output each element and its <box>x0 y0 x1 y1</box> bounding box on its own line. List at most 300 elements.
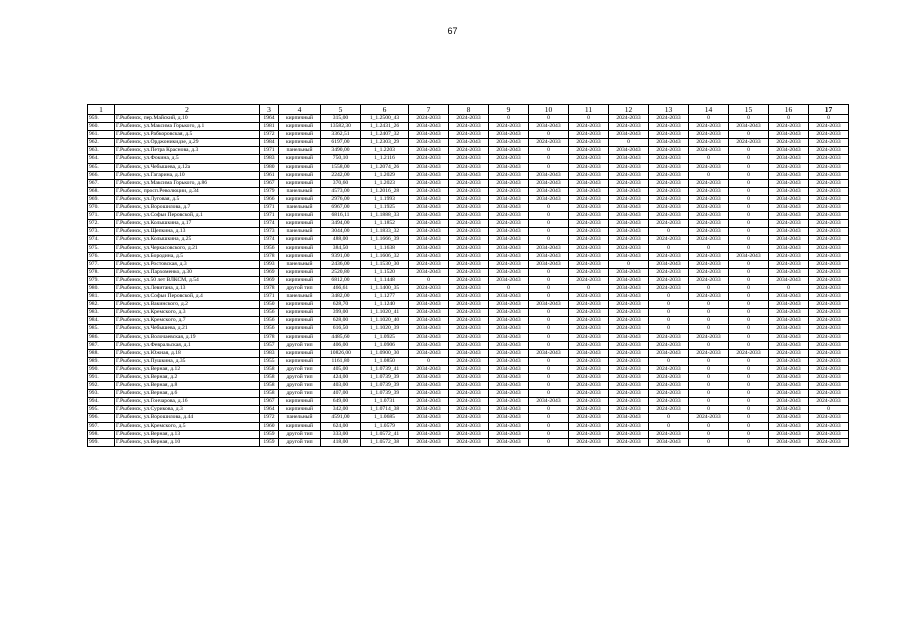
address-cell: Г.Рыбинск, ул.Суриковa, д.3 <box>115 406 260 414</box>
table-row <box>88 179 849 187</box>
table-cell: 2024-2033 <box>809 414 849 422</box>
table-cell: 2034-2043 <box>769 406 809 414</box>
table-cell: 2024-2033 <box>449 244 489 252</box>
table-cell: панельный <box>279 414 321 422</box>
table-cell: 0 <box>689 406 729 414</box>
table-cell: 2024-2033 <box>609 317 649 325</box>
address-cell: Г.Рыбинск, ул.Верная, д.2 <box>115 374 260 382</box>
table-cell: 2024-2033 <box>569 325 609 333</box>
table-cell: 2024-2033 <box>609 115 649 123</box>
table-cell: 0 <box>729 430 769 438</box>
table-cell: 1959 <box>260 430 279 438</box>
address-cell: Г.Рыбинск, ул.Луговая, д.5 <box>115 195 260 203</box>
table-cell: 649,00 <box>321 398 361 406</box>
table-cell: 2024-2033 <box>689 414 729 422</box>
table-cell: 2024-2033 <box>569 163 609 171</box>
table-cell: 6816,11 <box>321 212 361 220</box>
table-row <box>88 171 849 179</box>
table-cell: 2024-2033 <box>809 195 849 203</box>
table-cell: 0 <box>529 382 569 390</box>
table-cell: 2034-2043 <box>489 349 529 357</box>
table-cell: кирпичный <box>279 301 321 309</box>
row-number-cell: 980. <box>88 284 115 292</box>
table-cell: 2024-2033 <box>689 268 729 276</box>
table-cell: 2024-2033 <box>449 236 489 244</box>
table-cell: 1_1.1530_30 <box>361 260 409 268</box>
address-cell: Г.Рыбинск, ул.Верная, д.12 <box>115 365 260 373</box>
table-cell: 2024-2033 <box>409 155 449 163</box>
table-cell: другой тип <box>279 430 321 438</box>
table-cell: 1_1.0739_39 <box>361 382 409 390</box>
table-cell: 2034-2043 <box>489 131 529 139</box>
table-cell: 0 <box>649 309 689 317</box>
table-row <box>88 341 849 349</box>
table-cell: 0 <box>689 438 729 446</box>
address-cell: Г.Рыбинск, ул.Верная, д.6 <box>115 390 260 398</box>
address-cell: Г.Рыбинск, ул.Максима Горького, д.86 <box>115 179 260 187</box>
table-cell: 0 <box>649 414 689 422</box>
table-cell: 2034-2043 <box>409 131 449 139</box>
table-cell: 1974 <box>260 236 279 244</box>
table-cell: 2034-2043 <box>609 212 649 220</box>
table-cell: 1558,00 <box>321 163 361 171</box>
table-cell: 2034-2043 <box>769 293 809 301</box>
table-body <box>88 115 849 447</box>
table-cell: 2024-2033 <box>609 357 649 365</box>
table-cell: 2034-2043 <box>489 325 529 333</box>
address-cell: Г.Рыбинск, ул.Максима Горького, д.1 <box>115 123 260 131</box>
table-cell: 2024-2033 <box>449 147 489 155</box>
row-number-cell: 996. <box>88 414 115 422</box>
table-cell: 2034-2043 <box>449 139 489 147</box>
table-cell: 2034-2043 <box>489 374 529 382</box>
table-cell: 2034-2043 <box>449 171 489 179</box>
table-cell: 2024-2033 <box>609 163 649 171</box>
table-cell: 2024-2033 <box>449 131 489 139</box>
table-cell: кирпичный <box>279 155 321 163</box>
table-cell: 2024-2033 <box>569 414 609 422</box>
table-row <box>88 309 849 317</box>
table-cell: 0 <box>649 317 689 325</box>
table-cell: 2024-2033 <box>569 236 609 244</box>
table-cell: 1_1.2431_26 <box>361 123 409 131</box>
table-cell: 2034-2043 <box>769 244 809 252</box>
column-header: 3 <box>260 105 279 115</box>
table-cell: 2024-2033 <box>449 357 489 365</box>
table-cell: 0 <box>729 244 769 252</box>
table-cell: 2034-2043 <box>769 325 809 333</box>
table-cell: 2024-2033 <box>449 438 489 446</box>
table-cell: 0 <box>689 390 729 398</box>
address-cell: Г.Рыбинск, ул.Пархоменко, д.30 <box>115 268 260 276</box>
table-cell: 0 <box>729 414 769 422</box>
table-cell: 1_1.0579 <box>361 422 409 430</box>
table-cell: 1_1.0572_38 <box>361 438 409 446</box>
address-cell: Г.Рыбинск, ул.Левитана, д.13 <box>115 284 260 292</box>
table-cell: 0 <box>729 390 769 398</box>
table-cell: 2024-2033 <box>809 220 849 228</box>
table-cell: 0 <box>649 325 689 333</box>
table-cell: 2024-2033 <box>809 179 849 187</box>
table-cell: панельный <box>279 293 321 301</box>
row-number-cell: 990. <box>88 365 115 373</box>
table-cell: 0 <box>529 438 569 446</box>
table-cell: 2024-2033 <box>649 333 689 341</box>
table-cell: кирпичный <box>279 349 321 357</box>
table-cell: 2034-2043 <box>609 204 649 212</box>
table-cell: 2024-2033 <box>489 187 529 195</box>
table-cell: 2034-2043 <box>409 430 449 438</box>
table-cell: 2034-2043 <box>409 325 449 333</box>
table-cell: 0 <box>689 398 729 406</box>
table-cell: 0 <box>569 284 609 292</box>
table-cell: 384,50 <box>321 244 361 252</box>
table-cell: 2034-2043 <box>409 414 449 422</box>
table-cell: 399,00 <box>321 309 361 317</box>
table-cell: 0 <box>729 333 769 341</box>
table-cell: 2024-2033 <box>609 309 649 317</box>
table-row <box>88 301 849 309</box>
address-cell: Г.Рыбинск, ул.Щепкина, д.13 <box>115 228 260 236</box>
table-row <box>88 147 849 155</box>
table-cell: 0 <box>729 212 769 220</box>
row-number-cell: 995. <box>88 406 115 414</box>
table-cell: 2024-2033 <box>649 276 689 284</box>
table-cell: 2024-2033 <box>649 179 689 187</box>
table-cell: 2024-2033 <box>569 390 609 398</box>
table-cell: кирпичный <box>279 309 321 317</box>
table-cell: 2024-2033 <box>809 398 849 406</box>
table-cell: 2024-2033 <box>809 349 849 357</box>
table-cell: 2034-2043 <box>409 422 449 430</box>
table-cell: 2024-2033 <box>569 155 609 163</box>
table-cell: 0 <box>729 268 769 276</box>
table-cell: 1958 <box>260 365 279 373</box>
table-cell: 2034-2043 <box>769 171 809 179</box>
table-cell: 2024-2033 <box>449 398 489 406</box>
table-cell: 2024-2033 <box>689 163 729 171</box>
table-cell: 1959 <box>260 438 279 446</box>
table-cell: 2024-2033 <box>609 382 649 390</box>
table-cell: 2034-2043 <box>609 155 649 163</box>
table-cell: 2024-2033 <box>569 244 609 252</box>
table-cell: 2024-2033 <box>689 236 729 244</box>
table-cell: 2024-2033 <box>449 252 489 260</box>
table-cell: 2024-2033 <box>649 398 689 406</box>
table-cell: 0 <box>689 115 729 123</box>
address-cell: Г.Рыбинск, пер.Майский, д.10 <box>115 115 260 123</box>
row-number-cell: 976. <box>88 252 115 260</box>
table-cell: 2034-2043 <box>769 147 809 155</box>
row-number-cell: 987. <box>88 341 115 349</box>
table-cell: 2034-2043 <box>409 204 449 212</box>
table-cell: 2024-2033 <box>569 398 609 406</box>
table-cell: 2034-2043 <box>769 212 809 220</box>
table-cell: 2024-2033 <box>449 374 489 382</box>
table-cell: 1_1.1993 <box>361 195 409 203</box>
column-header: 11 <box>569 105 609 115</box>
column-header: 14 <box>689 105 729 115</box>
row-number-cell: 977. <box>88 260 115 268</box>
table-cell: 2034-2043 <box>489 204 529 212</box>
table-cell: 2034-2043 <box>529 349 569 357</box>
table-cell: 2024-2033 <box>569 123 609 131</box>
table-cell: 2024-2033 <box>449 414 489 422</box>
table-cell: 2024-2033 <box>489 260 529 268</box>
table-cell: 2034-2043 <box>489 179 529 187</box>
table-cell: 1_1.2016_28 <box>361 187 409 195</box>
table-cell: 2034-2043 <box>409 252 449 260</box>
table-cell: 0 <box>529 147 569 155</box>
table-cell: 0 <box>529 430 569 438</box>
table-cell: 2024-2033 <box>489 171 529 179</box>
table-cell: 1983 <box>260 349 279 357</box>
table-cell: 0 <box>689 325 729 333</box>
table-cell: 1_1.0850 <box>361 357 409 365</box>
table-cell: 2034-2043 <box>409 268 449 276</box>
table-cell: 2024-2033 <box>449 365 489 373</box>
table-cell: 2024-2033 <box>689 131 729 139</box>
table-cell: 2034-2043 <box>409 212 449 220</box>
table-cell: 2034-2043 <box>609 333 649 341</box>
table-cell: 2024-2033 <box>809 131 849 139</box>
table-cell: 2024-2033 <box>689 220 729 228</box>
table-cell: 2034-2043 <box>649 349 689 357</box>
table-cell: 3044,00 <box>321 228 361 236</box>
address-cell: Г.Рыбинск, ул.Волочаевская, д.19 <box>115 333 260 341</box>
table-cell: 0 <box>769 115 809 123</box>
table-cell: 2034-2043 <box>769 414 809 422</box>
table-cell: 0 <box>689 382 729 390</box>
table-cell: 2024-2033 <box>609 236 649 244</box>
table-cell: 0 <box>529 293 569 301</box>
table-cell: другой тип <box>279 365 321 373</box>
table-cell: 488,00 <box>321 236 361 244</box>
table-cell: 2034-2043 <box>649 260 689 268</box>
table-cell: 2034-2043 <box>409 139 449 147</box>
table-cell: 2034-2043 <box>609 414 649 422</box>
table-cell: 342,00 <box>321 406 361 414</box>
table-row <box>88 390 849 398</box>
table-cell: 2024-2033 <box>609 325 649 333</box>
table-cell: 406,00 <box>321 341 361 349</box>
table-row <box>88 430 849 438</box>
table-cell: 1961 <box>260 171 279 179</box>
table-cell: 0 <box>729 374 769 382</box>
table-cell: кирпичный <box>279 398 321 406</box>
table-cell: 2436,00 <box>321 260 361 268</box>
table-cell: 2034-2043 <box>769 430 809 438</box>
table-cell: 1964 <box>260 115 279 123</box>
table-cell: 1_1.0739_39 <box>361 390 409 398</box>
table-cell: 0 <box>529 268 569 276</box>
table-cell: 1958 <box>260 390 279 398</box>
table-cell: 2034-2043 <box>569 179 609 187</box>
table-cell: 1_1.1852 <box>361 220 409 228</box>
table-cell: 1_1.1020_41 <box>361 309 409 317</box>
table-cell: 2024-2033 <box>769 252 809 260</box>
row-number-cell: 974. <box>88 236 115 244</box>
row-number-cell: 983. <box>88 309 115 317</box>
table-cell: 2024-2033 <box>489 212 529 220</box>
table-cell: 0 <box>729 163 769 171</box>
table-cell: 0 <box>609 139 649 147</box>
table-cell: 0 <box>729 301 769 309</box>
table-cell: 1971 <box>260 204 279 212</box>
row-number-cell: 967. <box>88 179 115 187</box>
table-cell: 2034-2043 <box>489 228 529 236</box>
table-cell: 0 <box>729 195 769 203</box>
table-cell: 403,00 <box>321 382 361 390</box>
table-cell: 1972 <box>260 131 279 139</box>
row-number-cell: 962. <box>88 139 115 147</box>
table-cell: панельный <box>279 187 321 195</box>
table-cell: 2034-2043 <box>769 276 809 284</box>
table-row <box>88 139 849 147</box>
row-number-cell: 988. <box>88 349 115 357</box>
table-cell: 2024-2033 <box>729 139 769 147</box>
table-cell: 2024-2033 <box>569 268 609 276</box>
table-cell: 2034-2043 <box>769 365 809 373</box>
table-cell: 1_1.1277 <box>361 293 409 301</box>
table-cell: 9391,00 <box>321 252 361 260</box>
table-cell: 2034-2043 <box>409 163 449 171</box>
table-cell: 2024-2033 <box>569 171 609 179</box>
table-cell: кирпичный <box>279 123 321 131</box>
table-cell: 0 <box>649 228 689 236</box>
table-cell: 2024-2033 <box>449 228 489 236</box>
table-cell: 2034-2043 <box>409 228 449 236</box>
column-header: 10 <box>529 105 569 115</box>
table-cell: 2024-2033 <box>689 333 729 341</box>
table-cell: 2024-2033 <box>649 341 689 349</box>
table-cell: 2024-2033 <box>689 252 729 260</box>
table-cell: 2024-2033 <box>449 163 489 171</box>
table-cell: 1981 <box>260 123 279 131</box>
row-number-cell: 978. <box>88 268 115 276</box>
table-cell: 2034-2043 <box>769 341 809 349</box>
table-cell: 2034-2043 <box>609 252 649 260</box>
table-cell: 1_1.1833_32 <box>361 228 409 236</box>
table-cell: 2034-2043 <box>409 171 449 179</box>
table-cell: 2024-2033 <box>809 284 849 292</box>
table-cell: 628,00 <box>321 317 361 325</box>
table-cell: 2024-2033 <box>689 228 729 236</box>
table-cell: 4485,60 <box>321 333 361 341</box>
table-cell: 2034-2043 <box>769 422 809 430</box>
table-cell: 2024-2033 <box>809 212 849 220</box>
table-cell: кирпичный <box>279 220 321 228</box>
table-cell: 0 <box>729 284 769 292</box>
table-cell: 2024-2033 <box>809 341 849 349</box>
table-cell: 2034-2043 <box>769 228 809 236</box>
table-cell: 0 <box>529 284 569 292</box>
table-cell: 1955 <box>260 357 279 365</box>
table-cell: 2024-2033 <box>609 406 649 414</box>
table-cell: 2034-2043 <box>489 195 529 203</box>
table-cell: 1_1.1925 <box>361 204 409 212</box>
table-cell: 0 <box>529 309 569 317</box>
column-header: 4 <box>279 105 321 115</box>
table-cell: 2034-2043 <box>529 123 569 131</box>
table-cell: 2034-2043 <box>769 357 809 365</box>
table-cell: 3482,00 <box>321 293 361 301</box>
table-cell: кирпичный <box>279 139 321 147</box>
table-cell: 0 <box>529 374 569 382</box>
table-cell: 1_1.0900_30 <box>361 349 409 357</box>
table-cell: 2034-2043 <box>489 430 529 438</box>
table-cell: 2034-2043 <box>609 220 649 228</box>
row-number-cell: 997. <box>88 422 115 430</box>
table-cell: 2024-2033 <box>609 422 649 430</box>
table-cell: 1_1.2407_32 <box>361 131 409 139</box>
table-row <box>88 398 849 406</box>
table-row <box>88 333 849 341</box>
table-cell: 2024-2033 <box>449 187 489 195</box>
table-cell: 2024-2033 <box>569 341 609 349</box>
table-cell: 2024-2033 <box>449 293 489 301</box>
table-cell: 424,00 <box>321 374 361 382</box>
table-row <box>88 252 849 260</box>
table-cell: 2034-2043 <box>489 414 529 422</box>
table-cell: 0 <box>729 341 769 349</box>
table-cell: 2024-2033 <box>649 406 689 414</box>
table-cell: 0 <box>529 341 569 349</box>
table-cell: 2024-2033 <box>809 374 849 382</box>
table-cell: 2024-2033 <box>649 147 689 155</box>
table-cell: 2024-2033 <box>769 163 809 171</box>
table-cell: 1_1.1400_35 <box>361 284 409 292</box>
table-cell: 2024-2033 <box>449 341 489 349</box>
table-cell: 1956 <box>260 325 279 333</box>
table-cell: 2024-2033 <box>449 260 489 268</box>
column-header: 9 <box>489 105 529 115</box>
table-cell: 1_1.1520 <box>361 268 409 276</box>
row-number-cell: 991. <box>88 374 115 382</box>
table-cell: другой тип <box>279 382 321 390</box>
table-cell: 2024-2033 <box>569 195 609 203</box>
table-cell: 2034-2043 <box>409 341 449 349</box>
table-cell: 2024-2033 <box>649 187 689 195</box>
column-header: 2 <box>115 105 260 115</box>
table-cell: 0 <box>529 155 569 163</box>
row-number-cell: 979. <box>88 276 115 284</box>
table-cell: 1993 <box>260 260 279 268</box>
table-cell: 2024-2033 <box>569 357 609 365</box>
table-cell: 2034-2043 <box>569 187 609 195</box>
table-cell: 2024-2033 <box>609 301 649 309</box>
table-cell: 0 <box>569 115 609 123</box>
table-cell: 2024-2033 <box>569 147 609 155</box>
table-cell: 2024-2033 <box>449 204 489 212</box>
table-cell: 2034-2043 <box>489 252 529 260</box>
table-cell: 0 <box>529 276 569 284</box>
table-cell: кирпичный <box>279 406 321 414</box>
table-cell: 0 <box>769 284 809 292</box>
table-cell: 1974 <box>260 220 279 228</box>
table-cell: 2024-2033 <box>569 260 609 268</box>
table-cell: 4573,00 <box>321 187 361 195</box>
table-cell: 2034-2043 <box>609 268 649 276</box>
table-cell: 2034-2043 <box>649 139 689 147</box>
table-cell: 2024-2033 <box>729 349 769 357</box>
table-cell: 0 <box>409 276 449 284</box>
table-cell: 407,00 <box>321 390 361 398</box>
table-cell: 2024-2033 <box>569 430 609 438</box>
address-cell: Г.Рыбинск, просп.Революции, д.34 <box>115 187 260 195</box>
table-cell: 2034-2043 <box>529 252 569 260</box>
table-cell: 2024-2033 <box>569 139 609 147</box>
